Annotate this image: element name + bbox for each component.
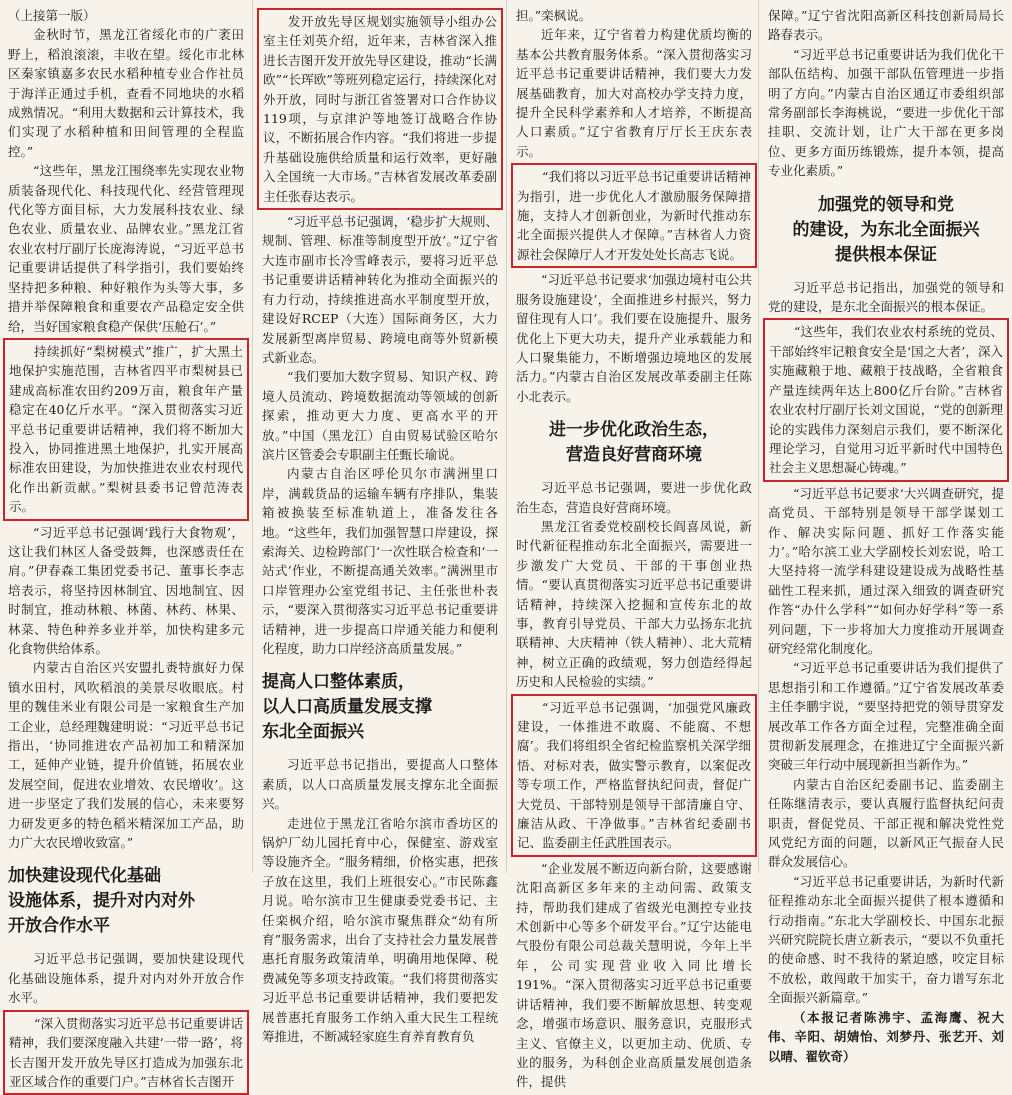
section-heading-line: 提供根本保证 [835,244,937,265]
article-paragraph: 习近平总书记强调，要进一步优化政治生态，营造良好营商环境。 [516,480,752,515]
article-paragraph: 近年来，辽宁省着力构建优质均衡的基本公共教育服务体系。“深入贯彻落实习近平总书记重要讲话精神，我们要大力发展基础教育，加大对高校办学支持力度，提升全民科学素养和人才培养，不断提高人口素质。”辽宁省教育厅厅长王庆东表示。 [516,27,752,159]
article-paragraph: “习近平总书记强调‘践行大食物观’，这让我们林区人备受鼓舞，也深感责任在肩。”伊春森工集团党委书记、董事长李志培表示，将坚持因林制宜、因地制宜、因时制宜，推动林粮、林菌、林药、林果、林菜、特色种养多业并举，加快构建多元化食物供给体系。 [8,524,244,656]
highlighted-quote-box [257,8,503,210]
column-divider [506,0,507,873]
section-heading-line: 的建设，为东北全面振兴 [792,219,980,240]
article-paragraph: “习近平总书记强调，‘稳步扩大规则、规制、管理、标准等制度型开放’。”辽宁省大连市副市长冷雪峰表示，要将习近平总书记重要讲话精神转化为推动全面振兴的有力行动，持续推进高水平制度型开放，建设好RCEP（大连）国际商务区，大力发展新型离岸贸易、跨境电商等外贸新模式新业态。 [262,214,498,365]
highlighted-quote-box [3,338,249,521]
article-paragraph: 习近平总书记指出，要提高人口整体素质，以人口高质量发展支撑东北全面振兴。 [262,757,498,812]
article-paragraph: “我们要加大数字贸易、知识产权、跨境人员流动、跨境数据流动等领域的创新探索，推动更大力度、更高水平的开放。”中国（黑龙江）自由贸易试验区哈尔滨片区管委会专职副主任甄长瑜说。 [262,369,498,462]
article-paragraph: “这些年，黑龙江围绕率先实现农业物质装备现代化、科技现代化、经营管理现代化等方面目标，大力发展科技农业、绿色农业、质量农业、品牌农业。”黑龙江省农业农村厅副厅长庞海涛说，“习近平总书记重要讲话提供了科学指引，我们要始终坚持把多种粮、种好粮作为头等大事，多措并举保障粮食和重要农产品稳定安全供给，当好国家粮食稳产保供‘压舱石’。” [8,163,244,334]
column-3 [516,6,752,1090]
highlighted-paragraph: 持续抓好“梨树模式”推广，扩大黑土地保护实施范围，吉林省四平市梨树县已建成高标准农田约209万亩，粮食年产量稳定在40亿斤水平。“深入贯彻落实习近平总书记重要讲话精神，我们将不断加大投入，协同推进黑土地保护，扎实开展高标准农田建设，为加快推进农业农村现代化作出新贡献。”梨树县委书记曾范涛表示。 [9,343,243,515]
section-heading-line: 加快建设现代化基础 [8,866,161,887]
section-heading-line: 以人口高质量发展支撑 [262,697,432,718]
column-divider [758,0,759,873]
article-paragraph: “习近平总书记重要讲话，为新时代新征程推动东北全面振兴提供了根本遵循和行动指南。”东北大学副校长、中国东北振兴研究院院长唐立新表示，“要以不负重托的使命感、时不我待的紧迫感，咬定目标不放松，敢闯敢干加实干，奋力谱写东北全面振兴新篇章。” [768,873,1004,1006]
reporter-byline: （本报记者陈沸宇、孟海鹰、祝大伟、辛阳、胡婧怡、刘梦丹、张艺开、刘以晴、翟钦奇） [768,1009,1004,1064]
highlighted-quote-box [511,694,757,857]
highlighted-paragraph: “深入贯彻落实习近平总书记重要讲话精神，我们要深度融入共建‘一带一路’，将长吉图开发开放先导区打造成为加强东北亚区域合作的重要门户。”吉林省长吉图开 [9,1015,243,1089]
highlighted-paragraph: “这些年，我们农业农村系统的党员、干部始终牢记粮食安全是‘国之大者’，深入实施藏粮于地、藏粮于技战略，全省粮食产量连续两年达上800亿斤台阶。”吉林省农业农村厅副厅长刘文国说，“党的创新理论的实践伟力深刻启示我们，要不断深化理论学习，自觉用习近平新时代中国特色社会主义思想凝心铸魂。” [769,324,1003,476]
highlighted-paragraph: 发开放先导区规划实施领导小组办公室主任刘英介绍，近年来，吉林省深入推进长吉图开发开放先导区建设，推动“长满欧”“长珲欧”等班列稳定运行，持续深化对外开放，同时与浙江省签署对口合作协议119项，与京津沪等地签订战略合作协议，不断拓展合作内容。“我们将进一步提升基础设施供给质量和运行效率，更好融入全国统一大市场。”吉林省发展改革委副主任张春达表示。 [263,14,497,204]
section-heading [516,418,752,468]
article-paragraph: 内蒙古自治区纪委副书记、监委副主任陈继清表示，要认真履行监督执纪问责职责，督促党员、干部正视和解决党性党风党纪方面的问题，以新风正气振奋人民群众发展信心。 [768,776,1004,870]
highlighted-paragraph: “我们将以习近平总书记重要讲话精神为指引，进一步优化人才激励服务保障措施，支持人才创新创业，为新时代推动东北全面振兴提供人才保障。”吉林省人力资源社会保障厅人才开发处处长高志飞说。 [517,169,751,262]
section-heading-line: 设施体系，提升对内对外 [8,891,195,912]
column-divider [252,0,253,873]
article-paragraph: 内蒙古自治区兴安盟扎赉特旗好力保镇水田村，风吹稻浪的美景尽收眼底。村里的魏佳米业有限公司是一家粮食生产加工企业，总经理魏建明说：“习近平总书记指出，‘协同推进农产品初加工和精深加工，延伸产业链，提升价值链，拓展农业发展空间，促进农业增效、农民增收’。这进一步坚定了我们发展的信心，未来要努力研发更多的特色稻米精深加工产品，助力广大农民增收致富。” [8,660,244,851]
column-4 [768,6,1004,1064]
article-paragraph: “习近平总书记重要讲话为我们优化干部队伍结构、加强干部队伍管理进一步指明了方向。”内蒙古自治区通辽市委组织部常务副部长李海桃说，“要进一步优化干部挂职、交流计划，让广大干部在更多岗位、更多方面历练锻炼，提升本领，提高专业化素质。” [768,46,1004,179]
section-heading-line: 营造良好营商环境 [566,445,702,466]
highlighted-paragraph: “习近平总书记强调，‘加强党风廉政建设，一体推进不敢腐、不能腐、不想腐’。我们将组织全省纪检监察机关深学细悟、对标对表，做实警示教育，以案促改等专项工作，严格监督执纪问责，督促广大党员、干部特别是领导干部清廉自守、廉洁从政、干净做事。”吉林省纪委副书记、监委副主任武胜国表示。 [517,699,751,851]
column-2 [262,6,498,1045]
section-heading-line: 进一步优化政治生态， [549,420,719,441]
article-paragraph: “习近平总书记要求‘大兴调查研究，提高党员、干部特别是领导干部学谋划工作、解决实际问题、抓好工作落实能力’。”哈尔滨工业大学副校长刘宏说，哈工大坚持将一流学科建设建设成为战略性基础性工程来抓，通过深入细致的调查研究作答“办什么学科”“如何办好学科”等一系列问题，下一步将加大力度推动开展调查研究经常化制度化。 [768,485,1004,656]
article-paragraph: （上接第一版） [8,8,96,23]
article-paragraph: “习近平总书记要求‘加强边境村屯公共服务设施建设’，全面推进乡村振兴，努力留住现有人口’。我们要在设施提升、服务优化上下更大功夫，提升产业承载能力和人口聚集能力，不断增强边境地区的发展活力。”内蒙古自治区发展改革委副主任陈小北表示。 [516,272,752,404]
article-paragraph: “习近平总书记重要讲话为我们提供了思想指引和工作遵循。”辽宁省发展改革委主任李鹏宇说，“要坚持把党的领导贯穿发展改革工作各方面全过程，完整准确全面贯彻新发展理念，在推进辽宁全面振兴新突破三年行动中展现新担当新作为。” [768,660,1004,773]
highlighted-quote-box [763,318,1009,481]
section-heading [262,670,498,745]
article-paragraph: 习近平总书记指出，加强党的领导和党的建设，是东北全面振兴的根本保证。 [768,279,1004,315]
section-heading [768,193,1004,268]
article-paragraph: 担。”栾枫说。 [516,8,592,23]
highlighted-quote-box [3,1010,249,1095]
section-heading-line: 东北全面振兴 [262,722,364,743]
section-heading-line: 加强党的领导和党 [818,194,954,215]
section-heading-line: 提高人口整体素质， [262,672,415,693]
column-1 [8,6,244,1089]
section-heading-line: 开放合作水平 [8,916,110,937]
article-paragraph: 保障。”辽宁省沈阳高新区科技创新局局长路春表示。 [768,8,1004,43]
article-paragraph: 金秋时节，黑龙江省绥化市的广袤田野上，稻浪滚滚，丰收在望。绥化市北林区秦家镇嘉多农民水稻种植专业合作社员于海洋正通过手机，查看不同地块的水稻成熟情况。“利用大数据和云计算技术，我们实现了水稻种植和田间管理的全程监控。” [8,27,244,159]
article-paragraph: “企业发展不断迈向新台阶，这要感谢沈阳高新区多年来的主动问需、政策支持，帮助我们建成了省级光电测控专业技术创新中心等多个研发平台。”辽宁达能电气股份有限公司总裁关慧明说，今年上半年，公司实现营业收入同比增长191%。“深入贯彻落实习近平总书记重要讲话精神，我们要不断解放思想、转变观念，增强市场意识、服务意识，克服形式主义、官僚主义，以更加主动、优质、专业的服务，为科创企业高质量发展创造条件，提供 [516,860,752,1090]
highlighted-quote-box [511,163,757,268]
section-heading [8,864,244,939]
article-paragraph: 走进位于黑龙江省哈尔滨市香坊区的锅炉厂幼儿园托育中心，保健室、游戏室等设施齐全。“服务精细，价格实惠，把孩子放在这里，我们上班很安心。”市民陈鑫月说。哈尔滨市卫生健康委党委书记、主任栾枫介绍，哈尔滨市聚焦群众“幼有所育”服务需求，出台了支持社会力量发展普惠托育服务政策清单，明确用地保障、税费减免等多项支持政策。“我们将贯彻落实习近平总书记重要讲话精神，我们要把发展普惠托育服务工作纳入重大民生工程统筹推进，不断减轻家庭生育养育教育负 [262,815,498,1045]
article-paragraph: 习近平总书记强调，要加快建设现代化基础设施体系，提升对内对外开放合作水平。 [8,951,244,1006]
article-paragraph: 内蒙古自治区呼伦贝尔市满洲里口岸，满载货品的运输车辆有序排队，集装箱被换装至标准轨道上，准备发往各地。“这些年，我们加强智慧口岸建设，探索海关、边检跨部门‘一次性联合检查和‘一站式’作业，不断提高通关效率。”满洲里市口岸管理办公室党组书记、主任张世朴表示，“要深入贯彻落实习近平总书记重要讲话精神，进一步提高口岸通关能力和便利化程度，助力口岸经济高质量发展。” [262,466,498,656]
article-paragraph: 黑龙江省委党校副校长阎喜凤说，新时代新征程推动东北全面振兴，需要进一步激发广大党员、干部的干事创业热情。“要认真贯彻落实习近平总书记重要讲话精神，持续深入挖掘和宣传东北的故事，教育引导党员、干部大力弘扬东北抗联精神、大庆精神（铁人精神）、北大荒精神，树立正确的政绩观，努力创造经得起历史和人民检验的实绩。” [516,518,752,690]
